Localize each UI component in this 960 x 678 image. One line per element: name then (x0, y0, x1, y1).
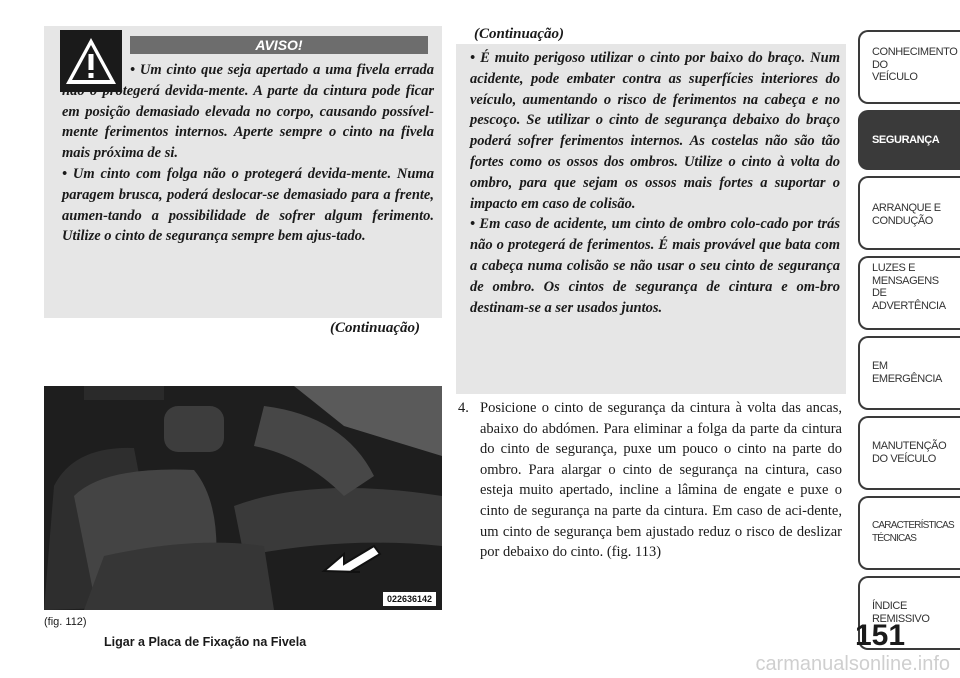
warning-paragraph-1: • Um cinto que seja apertado a uma fivela errada não o protegerá devida-mente. A parte da cintura pode ficar em posição demasiado elevada no corpo, causando possível-mente ferimentos internos. Aperte sempre o cinto na fivela mais próxima de si. (62, 62, 434, 162)
warning-header: AVISO! (130, 36, 428, 54)
watermark: carmanualsonline.info (755, 653, 950, 675)
tab-indice-remissivo[interactable]: ÍNDICE REMISSIVO (858, 576, 960, 650)
continued-label-top: (Continuação) (474, 26, 565, 42)
figure-label: (fig. 112) (44, 616, 87, 628)
warning-paragraph-4: • Em caso de acidente, um cinto de ombro colo-cado por trás não o protegerá de ferimentos. É mais provável que bata com a cabeça numa colisão se não usar o seu cinto de segurança de ombro. Os cintos de segurança de cintura e om-bro destinam-se a ser usados juntos. (470, 216, 840, 316)
figure-photo (44, 386, 442, 610)
tab-seguranca[interactable]: SEGURANÇA (858, 110, 960, 170)
tab-luzes-e-mensagens[interactable]: LUZES E MENSAGENS DE ADVERTÊNCIA (858, 256, 960, 330)
continued-label-bottom: (Continuação) (329, 320, 420, 336)
warning-paragraph-2: • Um cinto com folga não o protegerá devida-mente. Numa paragem brusca, poderá deslocar-se demasiado para a frente, aumen-tando a possibilidade de sofrer algum ferimento. Utilize o cinto de segurança sempre bem ajus-tado. (62, 165, 434, 245)
page-number: 151 (855, 619, 906, 652)
tab-manutencao-do-veiculo[interactable]: MANUTENÇÃO DO VEÍCULO (858, 416, 960, 490)
step-number: 4. (458, 400, 469, 416)
tab-conhecimento-do-veiculo[interactable]: CONHECIMENTO DO VEÍCULO (858, 30, 960, 104)
figure-code: 022636142 (383, 592, 436, 606)
tab-arranque-e-conducao[interactable]: ARRANQUE E CONDUÇÃO (858, 176, 960, 250)
figure-caption: Ligar a Placa de Fixação na Fivela (104, 635, 307, 649)
tab-em-emergencia[interactable]: EM EMERGÊNCIA (858, 336, 960, 410)
warning-paragraph-3: • É muito perigoso utilizar o cinto por baixo do braço. Num acidente, pode embater contra as superfícies interiores do veículo, aumentando o risco de ferimentos na cabeça e no pescoço. Se utilizar o cinto de segurança debaixo do braço poderá sofrer ferimentos internos. As costelas não são tão fortes como os ossos dos ombros. Utilize o cinto à volta do ombro, para que sejam os ossos mais fortes a suportar o impacto em caso de colisão. (470, 50, 840, 212)
warning-text (62, 60, 434, 247)
step-4 (458, 398, 842, 563)
step-text: Posicione o cinto de segurança da cintura à volta das ancas, abaixo do abdómen. Para eliminar a folga da parte da cintura do cinto de segurança, puxe um pouco o cinto na parte do ombro. Para alargar o cinto de segurança na cintura, caso esteja muito apertado, incline a lâmina de engate e puxe o cinto de segurança na parte da cintura. Em caso de aci-dente, um cinto de segurança bem ajustado reduz o risco de deslizar por debaixo do cinto. (fig. 113) (480, 400, 842, 561)
tab-caracteristicas-tecnicas[interactable]: CARACTERÍSTICAS TÉCNICAS (858, 496, 960, 570)
warning-text-continued (470, 48, 840, 318)
